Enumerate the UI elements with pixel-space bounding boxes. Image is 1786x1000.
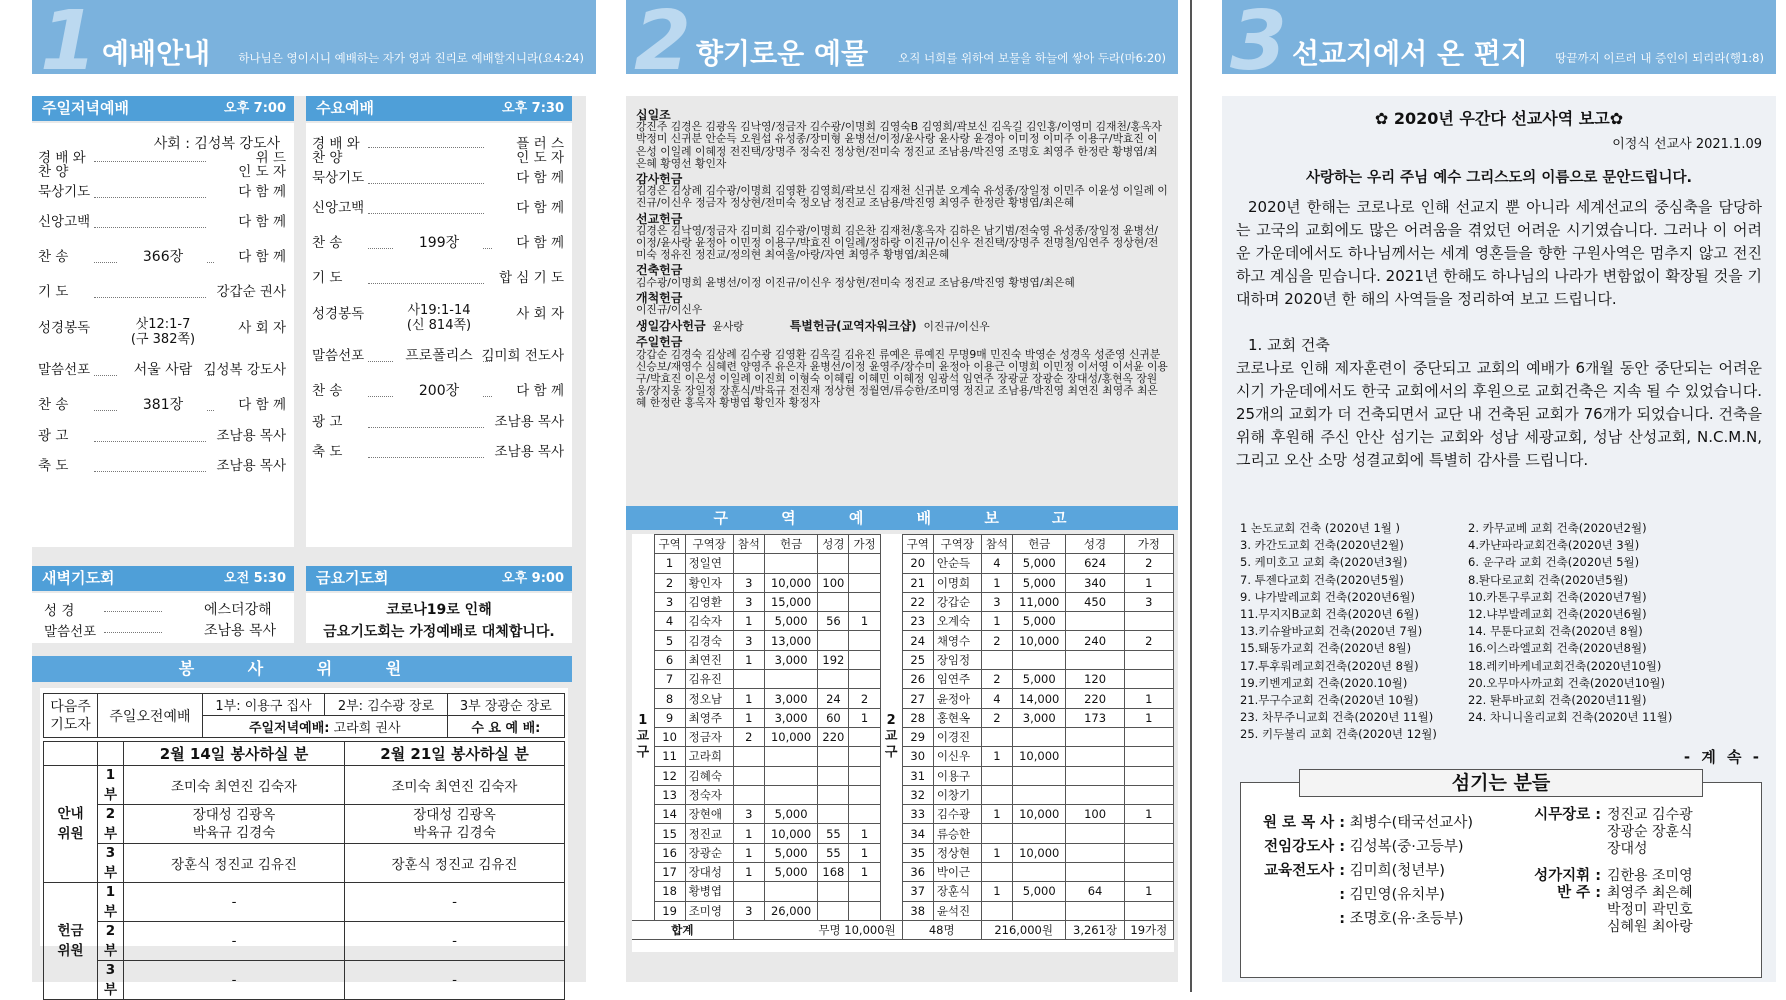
list-item: 21.무구수교회 건축(2020년 10월)	[1240, 693, 1419, 708]
table-row: 10 정금자 2 10,000 220 29 이경진	[632, 727, 1174, 746]
list-item: 18.레키바케네교회건축(2020년10월)	[1468, 658, 1662, 673]
table-row: 16 장광순 1 5,000 55 1 35 정상현 1 10,000	[632, 843, 1174, 862]
dawn-prayer-bar: 새벽기도회 오전 5:30	[32, 566, 294, 591]
page-title: 향기로운 예물	[696, 37, 869, 70]
sun-role: 사 회 자	[238, 320, 286, 336]
sun-detail: 삿12:1-7 (구 382쪽)	[130, 317, 196, 347]
list-item: 13.키슈왈바교회 건축(2020년 7월)	[1240, 624, 1423, 639]
wed-label: 말씀선포	[312, 348, 365, 364]
list-item: 1 논도교회 건축 (2020년 1월 )	[1240, 521, 1401, 535]
list-item: 22. 퇀투바교회 건축(2020년11월)	[1468, 693, 1647, 708]
sun-role: 조남용 목사	[216, 428, 286, 444]
offering-page	[596, 0, 1192, 992]
district-report-table: 구역 구역장 참석 헌금 성경 가정 구역 구역장 참석 헌금 성경 가정 1 교 구 1 정일연 2 교 구 20 안순득 4 5,000 624 2 2 황인자 3 10,000 100 21 이명희 1 5,000 340 1 3 김영환 3 15,000 22 강갑순 3 11,000 450 3 4 김숙자 1 5,000 56 1 23 오계숙 1 5,000 5 김경숙 3 13,000 24 채영수 2 10,000 240 2 6 최연진 1 3,000 192 25 장임정 7 김유진 26 임연주 2 5,000 120 8 정오남 1 3,000 24 2 27 윤정아 4 14,000 220 1 9 최영주 1 3,000 60 1 28 홍현옥 2 3,000 173 1 10 정금자 2 10,000 220 29 이경진 11 고라희 30 이신우 1 10,000 12 김혜숙 31 이용구 13 정숙자 32 이창기 14 장현애 3 5,000 33 김수광 1 10,000 100 1 15 정진교 1 10,000 55 1 34 류승한 16 장광순 1 5,000 55 1 35 정상현 1 10,000 17 장대성 1 5,000 168 1 36 박이근 18 황병엽 37 장훈식 1 5,000 64 1 19 조미영 3 26,000 38 윤석진 합계 무명 10,000원 48명 216,000원 3,261장 19가정	[632, 534, 1174, 940]
sun-label: 기 도	[38, 284, 69, 300]
table-row: 17 장대성 1 5,000 168 1 36 박이근	[632, 863, 1174, 882]
offering-names: 강갑순 김경숙 김상례 김수광 김영환 김옥길 김유진 류예은 류예진 무명9매 민진숙 박영순 성경옥 성준영 신귀분 신승보/재영수 심혜련 양영주 유은자 윤병선/이정 윤영주/장수미 윤정아 이용근 이명희 이민정 이서영 이서윤 이용구/박효진 이은성 이일례 이진희 이형숙 이혜림 이혜민 이혜정 임광석 임연주 장광균 장광순 장대성/홍현옥 장원웅/장지웅 장일정 장훈식/박육규 전진재 정상현 정월연/류승한/조미영 정진교 조남용/박진영 최연진 최영주 최은혜 한정란 홍옥자 황병엽 황인자 황정자	[636, 347, 1168, 410]
church-list-right	[1468, 520, 1672, 744]
friday-notice-2: 금요기도회는 가정예배로 대체합니다.	[323, 624, 555, 640]
clover-icon: ✿	[1374, 109, 1389, 128]
greeting: 사랑하는 우리 주님 예수 그리스도의 이름으로 문안드립니다.	[1306, 170, 1692, 186]
table-row: 5 김경숙 3 13,000 24 채영수 2 10,000 240 2	[632, 631, 1174, 650]
list-item: 15.퇘동가교회 건축(2020년 8월)	[1240, 641, 1412, 656]
offering-names: 김수광/이명희 윤병선/이정 이진규/이신우 정상현/전미숙 정진교 조남용/박진영 황병엽/최은혜	[636, 275, 1075, 289]
sun-label: 광 고	[38, 428, 69, 444]
list-item: 2. 카무교베 교회 건축(2020년2월)	[1468, 521, 1647, 535]
wed-label: 성경봉독	[312, 306, 365, 322]
worship-guide-page	[0, 0, 596, 998]
sun-label: 말씀선포	[38, 362, 91, 378]
list-item: 7. 투젠다교회 건축(2020년5월)	[1240, 572, 1404, 587]
list-item: 16.이스라엘교회 건축(2020년8월)	[1468, 641, 1647, 656]
staff-box	[1240, 772, 1762, 978]
list-item	[1468, 726, 1672, 743]
list-item: 6. 운구라 교회 건축(2020년 5월)	[1468, 555, 1640, 570]
table-row: 1 교 구 1 정일연 2 교 구 20 안순득 4 5,000 624 2	[632, 554, 1174, 573]
list-item: 10.카톤구루교회 건축(2020년7월)	[1468, 589, 1647, 604]
dawn-value-1: 에스더강해	[204, 602, 272, 618]
offering-category: 감사헌금	[636, 172, 683, 187]
wednesday-box	[306, 123, 572, 547]
table-row: 19 조미영 3 26,000 38 윤석진	[632, 901, 1174, 920]
page-header	[32, 0, 596, 74]
total-row: 합계 무명 10,000원 48명 216,000원 3,261장 19가정	[632, 920, 1174, 939]
wed-label: 찬 송	[312, 235, 343, 251]
sun-role: 강갑순 권사	[216, 284, 286, 300]
sun-role: 위 드 인 도 자	[238, 150, 286, 180]
sun-role: 다 함 께	[238, 249, 286, 265]
list-item: 5. 케미호고 교회 축(2020년3월)	[1240, 555, 1408, 570]
header-verse: 오직 너희를 위하여 보물을 하늘에 쌓아 두라(마6:20)	[898, 51, 1166, 65]
header-verse: 땅끝까지 이르러 내 증인이 되리라(행1:8)	[1555, 51, 1764, 65]
offering-category: 선교헌금	[636, 211, 683, 226]
sun-detail: 381장	[142, 397, 184, 413]
wed-label: 기 도	[312, 270, 343, 286]
paragraph-2: 코로나로 인해 제자훈련이 중단되고 교회의 예배가 6개월 동안 중단되는 어려운 시기 가운데에서도 한국 교회에서의 후원으로 교회건축은 지속 될 수 있었습니다. 25개의 교회가 더 건축되면서 교단 내 건축된 교회가 76개가 되었습니다. 건축을 위해 후원해 주신 안산 섬기는 교회와 성남 세광교회, 성남 산성교회, N.C.M.N, 그리고 오산 소망 성결교회에 특별히 감사를 드립니다.	[1236, 359, 1762, 469]
page-header	[1222, 0, 1776, 74]
wed-detail: 프로폴리스	[405, 348, 473, 364]
friday-prayer-bar: 금요기도회 오후 9:00	[306, 566, 572, 591]
list-item: 8.퇀다로교회 건축(2020년5월)	[1468, 572, 1629, 587]
service-table: 다음주 기도자 주일오전예배 1부: 이용구 집사 2부: 김수광 장로 3부 장광순 장로 주일저녁예배: 고라희 권사 수 요 예 배:	[43, 693, 565, 738]
wednesday-bar: 수요예배 오후 7:30	[306, 96, 572, 121]
sunday-evening-bar: 주일저녁예배 오후 7:00	[32, 96, 294, 121]
sun-label: 성경봉독	[38, 320, 91, 336]
list-item: 11.무지지B교회 건축(2020년 6월)	[1240, 607, 1420, 622]
wed-label: 축 도	[312, 444, 343, 460]
staff-row: : 김민영(유치부)	[1339, 887, 1445, 903]
wed-detail: 200장	[418, 383, 460, 399]
table-row: 7 김유진 26 임연주 2 5,000 120	[632, 670, 1174, 689]
offering-category: 건축헌금	[636, 263, 683, 278]
sun-label: 찬 송	[38, 397, 69, 413]
staff-right	[1517, 807, 1693, 936]
sun-role: 다 함 께	[238, 184, 286, 200]
offering-names: 김경은 김상례 김수광/이명희 김영환 김영희/곽보신 김재천 신귀분 오계숙 유성종/장일정 이민주 이윤성 이일례 이진규/이신우 정금자 정상현/전미숙 정오남 정진교 조남용/박진영 최영주 한정란 황병엽/최은혜	[636, 184, 1168, 210]
table-row: 18 황병엽 37 장훈식 1 5,000 64 1	[632, 882, 1174, 901]
district-report-box	[632, 534, 1174, 952]
offering-names: 김경은 김낙영/정금자 김미희 김수광/이명희 김은찬 김재천/홍옥자 김하은 남기범/전숙영 유성종/장임정 윤병선/이정/윤사랑 윤정아 이민정 이용구/박효진 이일례/정하랑 이진규/이신우 전진택/장명주 전명철/임연주 정상현/전미숙 정유진 정진교/정의현 최여울/아랑/자연 최영주 황병엽/최은혜	[636, 223, 1159, 262]
sun-label: 축 도	[38, 458, 69, 474]
wed-role: 플 러 스 인 도 자	[516, 136, 564, 166]
district-report-bar: 구 역 예 배 보 고	[626, 506, 1178, 530]
list-item: 25. 키두불리 교회 건축(2020년 12월)	[1240, 727, 1437, 742]
wed-role: 다 함 께	[516, 235, 564, 251]
wed-label: 경 배 와 찬 양	[312, 136, 360, 166]
friday-prayer-box	[306, 593, 572, 643]
wed-detail: 사19:1-14 (신 814쪽)	[406, 303, 472, 333]
staff-left	[1245, 811, 1473, 931]
staff-row: 전임강도사 : 김성복(중·고등부)	[1264, 839, 1464, 855]
header-verse: 하나님은 영이시니 예배하는 자가 영과 진리로 예배할지니라(요4:24)	[238, 51, 584, 65]
list-item: 20.오무마사까교회 건축(2020년10월)	[1468, 675, 1666, 690]
table-row: 14 장현애 3 5,000 33 김수광 1 10,000 100 1	[632, 805, 1174, 824]
wed-role: 김미희 전도사	[481, 348, 564, 364]
wed-role: 조남용 목사	[494, 414, 564, 430]
offering-names: 이진규/이신우	[636, 303, 703, 317]
staff-row: 원 로 목 사 : 최병수(태국선교사)	[1262, 815, 1473, 831]
sun-role: 다 함 께	[238, 397, 286, 413]
sun-role: 다 함 께	[238, 214, 286, 230]
page-number: 3	[1230, 0, 1288, 74]
staff-row: : 조명호(유·초등부)	[1339, 911, 1464, 927]
wed-label: 신앙고백	[312, 200, 365, 216]
sun-role: 김성복 강도사	[203, 362, 286, 378]
mission-letter-page	[1192, 0, 1786, 992]
staff-row: 시무장로 : 정진교 김수광 장광순 장훈식 장대성	[1534, 807, 1693, 857]
page-number: 1	[40, 0, 98, 74]
offering-category: 생일감사헌금 윤사랑 특별헌금(교역자워크샵) 이진규/이신우	[636, 319, 990, 334]
list-item: 12.냐부발레교회 건축(2020년6월)	[1468, 607, 1647, 622]
table-row: 3 김영환 3 15,000 22 강갑순 3 11,000 450 3	[632, 592, 1174, 611]
list-item: 4.카냔파라교회건축(2020년 3월)	[1468, 538, 1640, 553]
paragraph-1: 2020년 한해는 코로나로 인해 선교지 뿐 아니라 세계선교의 중심축을 담당하는 고국의 교회에도 많은 어려움을 겪었던 어려운 시기였습니다. 그러나 이 어려운 가운데에서도 하나님께서는 세계 영혼들을 향한 구원사역은 멈추지 않고 전진하고 계심을 믿습니다. 2021년 한해도 하나님의 나라가 변함없이 확장될 것을 기대하며 2020년 한 해의 사역들을 정리하여 보고 드립니다.	[1236, 198, 1762, 308]
service-roster-table: 2월 14일 봉사하실 분 2월 21일 봉사하실 분 안내 위원 1부 조미숙 최연진 김숙자 조미숙 최연진 김숙자 2부 장대성 김광옥 박육규 김경숙 장대성 김광옥 박육규 김경숙 3부 장훈식 정진교 김유진 장훈식 정진교 김유진 헌금 위원 1부 - - 2부 - - 3부 - -	[43, 741, 565, 1000]
dawn-label-1: 성 경	[44, 603, 75, 619]
report-author: 이정식 선교사 2021.1.09	[1612, 137, 1762, 152]
list-item: 17.투후뤄레교회건축(2020년 8월)	[1240, 658, 1419, 673]
offering-category: 십일조	[636, 108, 671, 122]
dawn-value-2: 조남용 목사	[204, 623, 277, 639]
table-row: 9 최영주 1 3,000 60 1 28 홍현옥 2 3,000 173 1	[632, 708, 1174, 727]
service-committee-bar: 봉 사 위 원	[32, 656, 572, 682]
list-item: 14. 무툰다교회 건축(2020년 8월)	[1468, 624, 1643, 639]
page-header	[626, 0, 1178, 74]
staff-title: 섬기는 분들	[1299, 769, 1703, 797]
continued-note: - 계 속 -	[1683, 748, 1762, 766]
church-list-left	[1240, 520, 1437, 744]
sun-detail: 366장	[142, 249, 184, 265]
friday-notice-1: 코로나19로 인해	[386, 602, 492, 618]
staff-row: 성가지휘 : 반 주 : 김한용 조미영 최영주 최은혜 박정미 곽민호 심혜원 최아랑	[1534, 868, 1693, 935]
sunday-evening-box	[32, 123, 294, 547]
report-title: ✿ 2020년 우간다 선교사역 보고✿	[1374, 109, 1624, 128]
offering-names: 강진주 김경은 김광옥 김낙영/정금자 김수광/이명희 김영숙B 김영희/곽보신 김옥길 김인홍/이영미 김재천/홍옥자 박정미 신귀분 안순득 오원섭 유성종/장미형 윤병선/이정/윤사랑 윤사랑 윤경아 이미정 이미주 이용구/박효진 이은성 이일례 이혜정 전진택/장명주 정숙진 정상현/전미숙 정진교 조남용/박진영 조명호 최영주 한정란 황병엽/최은혜 황영선 황인자	[636, 120, 1162, 170]
clover-icon: ✿	[1609, 109, 1624, 128]
sun-detail: 서울 사람	[133, 362, 193, 378]
list-item: 9. 냐가발레교회 건축(2020년6월)	[1240, 589, 1415, 604]
offering-category: 주일헌금	[636, 335, 683, 350]
list-item: 19.키벤게교회 건축(2020.10월)	[1240, 675, 1408, 690]
table-row: 15 정진교 1 10,000 55 1 34 류승한	[632, 824, 1174, 843]
wed-label: 찬 송	[312, 383, 343, 399]
table-row: 4 김숙자 1 5,000 56 1 23 오계숙 1 5,000	[632, 612, 1174, 631]
wed-role: 사 회 자	[516, 306, 564, 322]
list-item: 24. 차니니올리교회 건축(2020년 11월)	[1468, 710, 1673, 725]
wed-role: 다 함 께	[516, 383, 564, 399]
table-row: 13 정숙자 32 이창기	[632, 785, 1174, 804]
page-title: 선교지에서 온 편지	[1292, 37, 1528, 70]
wed-label: 묵상기도	[312, 170, 365, 186]
sun-role: 조남용 목사	[216, 458, 286, 474]
list-item: 23. 차무주니교회 건축(2020년 11월)	[1240, 710, 1434, 725]
sun-label: 신앙고백	[38, 214, 91, 230]
page-number: 2	[634, 0, 692, 74]
table-row: 12 김혜숙 31 이용구	[632, 766, 1174, 785]
list-item: 3. 카간도교회 건축(2020년2월)	[1240, 538, 1404, 553]
table-row: 11 고라희 30 이신우 1 10,000	[632, 747, 1174, 766]
wed-role: 합 심 기 도	[498, 270, 564, 286]
offering-list	[636, 106, 1168, 410]
offering-category: 개척헌금	[636, 290, 683, 305]
wed-role: 다 함 께	[516, 170, 564, 186]
sun-label: 묵상기도	[38, 184, 91, 200]
letter-body	[1222, 96, 1776, 982]
sun-label: 찬 송	[38, 249, 69, 265]
table-row: 2 황인자 3 10,000 100 21 이명희 1 5,000 340 1	[632, 573, 1174, 592]
dawn-label-2: 말씀선포	[44, 624, 97, 640]
table-row: 8 정오남 1 3,000 24 2 27 윤정아 4 14,000 220 1	[632, 689, 1174, 708]
wed-detail: 199장	[418, 235, 460, 251]
host-line: 사회 : 김성복 강도사	[153, 136, 280, 152]
page-title: 예배안내	[102, 37, 211, 70]
sun-label: 경 배 와 찬 양	[38, 150, 86, 180]
staff-row: 교육전도사 : 김미희(청년부)	[1264, 863, 1445, 879]
wed-label: 광 고	[312, 414, 343, 430]
table-row: 6 최연진 1 3,000 192 25 장임정	[632, 650, 1174, 669]
service-committee-box	[40, 688, 568, 998]
wed-role: 다 함 께	[516, 200, 564, 216]
section-heading: 1. 교회 건축	[1248, 336, 1330, 354]
wed-role: 조남용 목사	[494, 444, 564, 460]
dawn-prayer-box	[32, 593, 294, 643]
